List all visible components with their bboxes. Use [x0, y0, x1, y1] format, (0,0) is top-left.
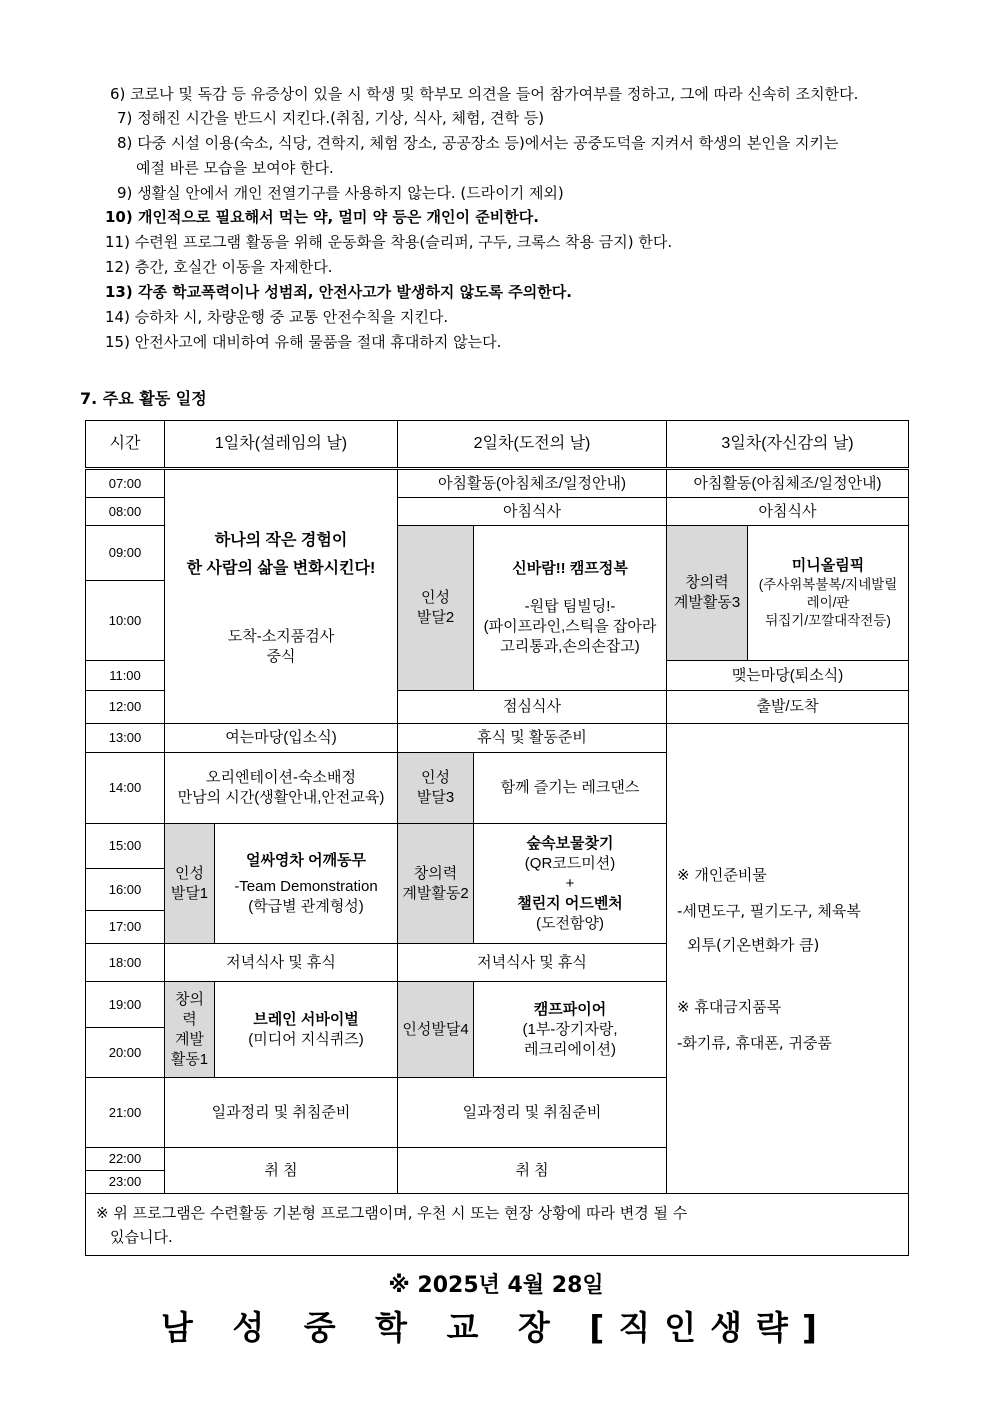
- time-cell: 10:00: [86, 581, 165, 661]
- day2-activity: 아침활동(아침체조/일정안내): [398, 469, 667, 498]
- time-cell: 13:00: [86, 724, 165, 753]
- activity-title: 얼싸영차 어깨동무: [245, 851, 367, 869]
- time-cell: 17:00: [86, 911, 165, 944]
- category-line: 창의력: [413, 864, 458, 882]
- day2-activity: 저녁식사 및 휴식: [398, 944, 667, 982]
- category-line: 계발: [175, 1030, 204, 1048]
- rule-item: 13) 각종 학교폭력이나 성범죄, 안전사고가 발생하지 않도록 주의한다.: [105, 283, 572, 301]
- activity-detail: (QR코드미션): [524, 854, 616, 872]
- time-cell: 07:00: [86, 469, 165, 498]
- time-cell: 21:00: [86, 1078, 165, 1148]
- activity-detail: +: [565, 874, 575, 892]
- day2-activity: [474, 824, 667, 944]
- time-cell: 23:00: [86, 1171, 165, 1194]
- day2-activity: 함께 즐기는 레크댄스: [474, 753, 667, 824]
- category-line: 발달2: [416, 609, 455, 626]
- header-time: 시간: [86, 421, 165, 469]
- arrival-text: 도착-소지품검사: [227, 627, 335, 645]
- activity-detail: 고리통과,손의손잡고): [500, 638, 640, 655]
- note-heading: ※ 개인준비물: [677, 865, 767, 884]
- rule-item: 10) 개인적으로 필요해서 먹는 약, 멀미 약 등은 개인이 준비한다.: [105, 208, 539, 226]
- time-cell: 15:00: [86, 824, 165, 869]
- day2-activity: [474, 526, 667, 691]
- category-line: 발달3: [416, 789, 455, 806]
- activity-title: 숲속보물찾기: [526, 834, 614, 852]
- activity-detail: (1부-장기자랑,: [522, 1020, 618, 1038]
- category-line: 발달1: [170, 884, 209, 902]
- time-cell: 12:00: [86, 691, 165, 724]
- day2-category: [398, 824, 474, 944]
- schedule-table: [85, 420, 909, 1256]
- activity-title: 챌린지 어드벤처: [517, 894, 623, 912]
- activity-title: 미니올림픽: [791, 557, 865, 574]
- lunch-text: 중식: [266, 647, 296, 665]
- day3-notes: [667, 724, 909, 1194]
- time-cell: 09:00: [86, 526, 165, 581]
- category-line: 계발활동2: [402, 884, 469, 902]
- day1-category: [165, 824, 215, 944]
- activity-detail: 만남의 시간(생활안내,안전교육): [177, 789, 385, 806]
- day2-activity: 점심식사: [398, 691, 667, 724]
- day3-activity: 출발/도착: [667, 691, 909, 724]
- time-cell: 20:00: [86, 1028, 165, 1078]
- header-day2: 2일차(도전의 날): [398, 421, 667, 469]
- day1-activity: [165, 753, 398, 824]
- activity-detail: 레크리에이션): [524, 1040, 616, 1058]
- activity-detail: 오리엔테이션-숙소배정: [206, 769, 356, 786]
- table-footnote: [86, 1194, 909, 1256]
- category-line: 계발활동3: [673, 594, 741, 611]
- category-line: 인성: [175, 864, 204, 882]
- rule-item: 15) 안전사고에 대비하여 유해 물품을 절대 휴대하지 않는다.: [105, 333, 502, 351]
- time-cell: 08:00: [86, 498, 165, 526]
- day3-activity: 아침활동(아침체조/일정안내): [667, 469, 909, 498]
- day2-category: 인성발달4: [398, 982, 474, 1078]
- table-footnote-row: [86, 1194, 909, 1256]
- category-line: 창의: [175, 990, 204, 1008]
- slogan-line: 하나의 작은 경험이: [214, 531, 348, 549]
- time-cell: 18:00: [86, 944, 165, 982]
- time-cell: 14:00: [86, 753, 165, 824]
- activity-detail: -Team Demonstration: [234, 877, 378, 895]
- table-row: [86, 469, 909, 498]
- day2-category: [398, 753, 474, 824]
- day3-activity: 아침식사: [667, 498, 909, 526]
- day3-activity: [748, 526, 909, 661]
- day1-activity: 여는마당(입소식): [165, 724, 398, 753]
- category-line: 활동1: [170, 1050, 209, 1068]
- day2-activity: 취 침: [398, 1148, 667, 1194]
- rule-item-continuation: 예절 바른 모습을 보여야 한다.: [136, 159, 334, 177]
- activity-detail: 뒤집기/꼬깔대작전등): [765, 613, 891, 628]
- section-title: 7. 주요 활동 일정: [80, 389, 207, 408]
- day3-category: [667, 526, 748, 661]
- day1-activity: 저녁식사 및 휴식: [165, 944, 398, 982]
- note-text: -세면도구, 필기도구, 체육복: [677, 901, 861, 920]
- day2-activity: 아침식사: [398, 498, 667, 526]
- day1-morning-cell: [165, 469, 398, 724]
- activity-detail: -원탑 팀빌딩!-: [524, 598, 616, 615]
- note-heading: ※ 휴대금지품목: [677, 997, 782, 1016]
- time-cell: 19:00: [86, 982, 165, 1028]
- day2-category: [398, 526, 474, 691]
- day1-activity: 일과정리 및 취침준비: [165, 1078, 398, 1148]
- activity-detail: 레이/판: [806, 595, 850, 610]
- activity-title: 브레인 서바이벌: [253, 1010, 359, 1028]
- day1-activity: [215, 982, 398, 1078]
- day2-activity: 일과정리 및 취침준비: [398, 1078, 667, 1148]
- activity-detail: (파이프라인,스틱을 잡아라: [483, 618, 657, 635]
- principal-signature: 남 성 중 학 교 장 [직인생략]: [161, 1308, 831, 1347]
- day2-activity: 휴식 및 활동준비: [398, 724, 667, 753]
- day1-activity: 취 침: [165, 1148, 398, 1194]
- activity-detail: (주사위복불복/지네발릴: [758, 577, 898, 592]
- category-line: 창의력: [685, 574, 729, 591]
- time-cell: 16:00: [86, 869, 165, 911]
- slogan-line: 한 사람의 삶을 변화시킨다!: [186, 559, 376, 577]
- document-date: ※ 2025년 4월 28일: [388, 1273, 604, 1298]
- category-line: 인성: [421, 589, 450, 606]
- table-header-row: [86, 421, 909, 469]
- note-text: 외투(기온변화가 큼): [687, 935, 820, 954]
- rule-item: 9) 생활실 안에서 개인 전열기구를 사용하지 않는다. (드라이기 제외): [117, 184, 564, 202]
- rule-item: 14) 승하차 시, 차량운행 중 교통 안전수칙을 지킨다.: [105, 308, 449, 326]
- rule-item: 6) 코로나 및 독감 등 유증상이 있을 시 학생 및 학부모 의견을 들어 참가여부를 정하고, 그에 따라 신속히 조치한다.: [110, 85, 859, 103]
- activity-detail: (학급별 관계형성): [248, 897, 364, 915]
- footnote-line: ※ 위 프로그램은 수련활동 기본형 프로그램이며, 우천 시 또는 현장 상황에 따라 변경 될 수: [96, 1203, 688, 1222]
- rule-item: 8) 다중 시설 이용(숙소, 식당, 견학지, 체험 장소, 공공장소 등)에서는 공중도덕을 지켜서 학생의 본인을 지키는: [117, 134, 839, 152]
- activity-title: 캠프파이어: [533, 1000, 607, 1018]
- header-day1: 1일차(설레임의 날): [165, 421, 398, 469]
- rule-item: 12) 층간, 호실간 이동을 자제한다.: [105, 258, 333, 276]
- activity-detail: (도전함양): [536, 914, 604, 932]
- time-cell: 22:00: [86, 1148, 165, 1171]
- activity-title: 신바람!! 캠프정복: [512, 560, 628, 577]
- day2-activity: [474, 982, 667, 1078]
- day1-activity: [215, 824, 398, 944]
- activity-detail: (미디어 지식퀴즈): [248, 1030, 364, 1048]
- day3-activity: 맺는마당(퇴소식): [667, 661, 909, 691]
- header-day3: 3일차(자신감의 날): [667, 421, 909, 469]
- rule-item: 11) 수련원 프로그램 활동을 위해 운동화을 착용(슬리퍼, 구두, 크록스 착용 금지) 한다.: [105, 233, 673, 251]
- table-row: [86, 724, 909, 753]
- category-line: 인성: [421, 769, 450, 786]
- footnote-line: 있습니다.: [110, 1227, 173, 1246]
- note-text: -화기류, 휴대폰, 귀중품: [677, 1033, 832, 1052]
- rule-item: 7) 정해진 시간을 반드시 지킨다.(취침, 기상, 식사, 체험, 견학 등): [117, 109, 545, 127]
- time-cell: 11:00: [86, 661, 165, 691]
- category-line: 력: [182, 1010, 197, 1028]
- day1-category: [165, 982, 215, 1078]
